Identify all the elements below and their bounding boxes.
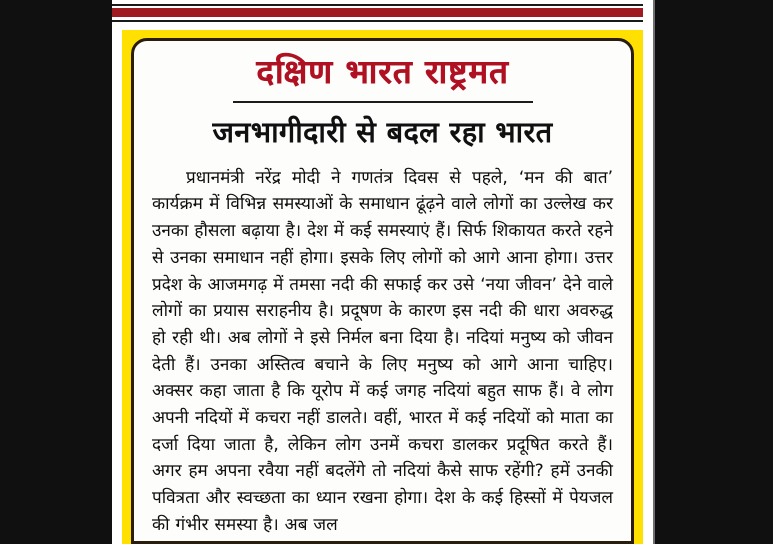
page-right-edge-rule xyxy=(653,0,655,544)
article-body xyxy=(150,165,615,539)
newspaper-masthead-title: दक्षिण भारत राष्ट्रमत xyxy=(256,52,509,91)
article-card xyxy=(131,38,634,544)
masthead-red-band xyxy=(112,8,643,17)
article-headline: जनभागीदारी से बदल रहा भारत xyxy=(212,114,553,149)
masthead-bottom-rule-line xyxy=(112,20,643,22)
newspaper-page-sheet xyxy=(112,0,655,544)
masthead-divider-rule xyxy=(233,101,533,103)
masthead-top-rule-line xyxy=(112,4,643,6)
article-paragraph: प्रधानमंत्री नरेंद्र मोदी ने गणतंत्र दिवस से पहले, ‘मन की बात’ कार्यक्रम में विभिन्न समस्याओं के समाधान ढूंढ़ने वाले लोगों का उल्लेख कर उनका हौसला बढ़ाया है। देश में कई समस्याएं हैं। सिर्फ शिकायत करते रहने से उनका समाधान नहीं होगा। इसके लिए लोगों को आगे आना होगा। उत्तर प्रदेश के आजमगढ़ में तमसा नदी की सफाई कर उसे ‘नया जीवन’ देने वाले लोगों का प्रयास सराहनीय है। प्रदूषण के कारण इस नदी की धारा अवरुद्ध हो रही थी। अब लोगों ने इसे निर्मल बना दिया है। नदियां मनुष्य को जीवन देती हैं। उनका अस्तित्व बचाने के लिए मनुष्य को आगे आना चाहिए। अक्सर कहा जाता है कि यूरोप में कई जगह नदियां बहुत साफ हैं। वे लोग अपनी नदियों में कचरा नहीं डालते। वहीं, भारत में कई नदियों को माता का दर्जा दिया जाता है, लेकिन लोग उनमें कचरा डालकर प्रदूषित करते हैं। अगर हम अपना रवैया नहीं बदलेंगे तो नदियां कैसे साफ रहेंगी? हमें उनकी पवित्रता और स्वच्छता का ध्यान रखना होगा। देश के कई हिस्सों में पेयजल की गंभीर समस्या है। अब जल xyxy=(152,167,613,535)
yellow-border-frame xyxy=(122,30,643,544)
